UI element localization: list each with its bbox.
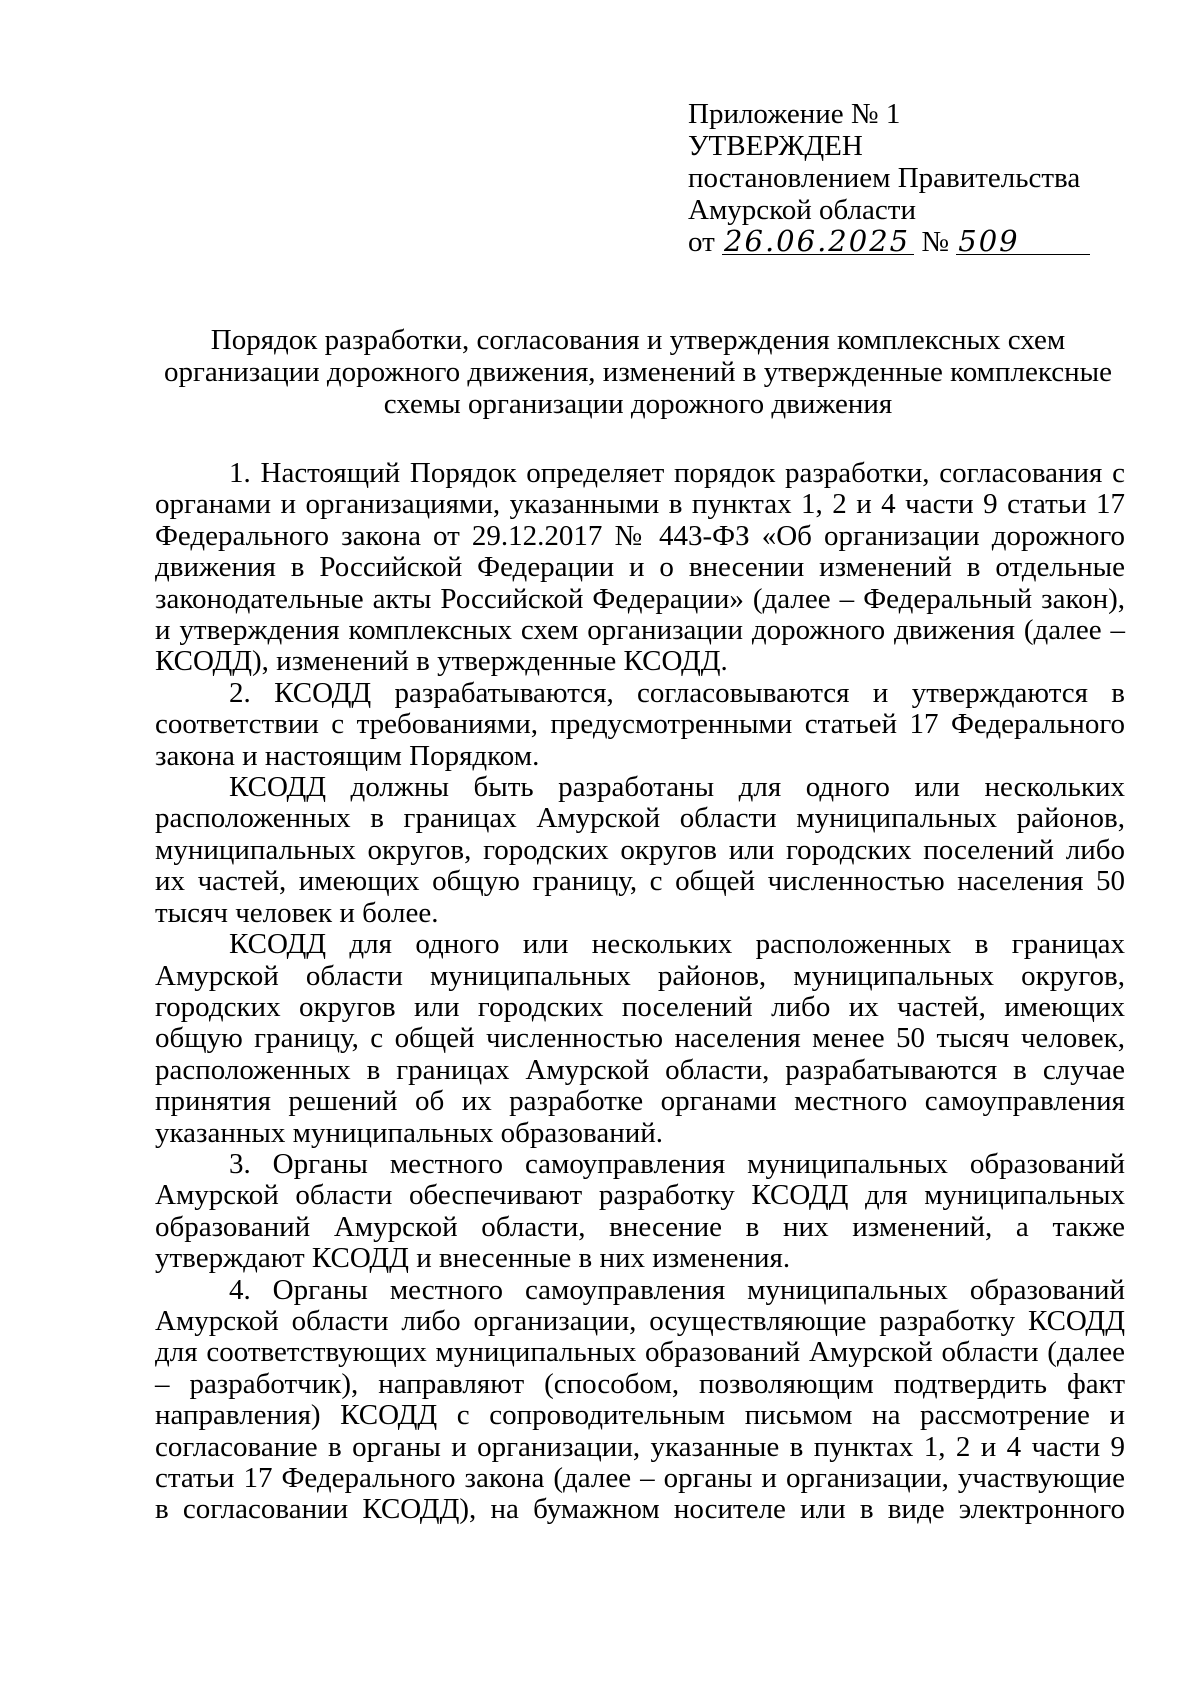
handwritten-date: 26.06.2025 (722, 228, 914, 255)
paragraph-4: КСОДД для одного или нескольких расположенных в границах Амурской области муниципальных районов, муниципальных округов, городских округов или городских поселений либо их частей, имеющих общую границу, с общей численностью населения менее 50 тысяч человек, расположенных в границах Амурской области, разрабатываются в случае принятия решений об их разработке органами местного самоуправления указанных муниципальных образований. (155, 928, 1125, 1149)
approval-stamp-block (688, 98, 1108, 258)
paragraph-6: 4. Органы местного самоуправления муниципальных образований Амурской области либо организации, осуществляющие разработку КСОДД для соответствующих муниципальных образований Амурской области (далее – разработчик), направляют (способом, позволяющим подтвердить факт направления) КСОДД с сопроводительным письмом на рассмотрение и согласование в органы и организации, указанные в пунктах 1, 2 и 4 части 9 статьи 17 Федерального закона (далее – органы и организации, участвующие в согласовании КСОДД), на бумажном носителе или в виде электронного (155, 1273, 1125, 1526)
handwritten-number: 509 (956, 228, 1090, 255)
number-prefix: № (921, 226, 950, 258)
resolution-date-line (688, 226, 1108, 258)
appendix-label: Приложение № 1 (688, 98, 901, 130)
paragraph-5: 3. Органы местного самоуправления муниципальных образований Амурской области обеспечивают разработку КСОДД для муниципальных образований Амурской области, внесение в них изменений, а также утверждают КСОДД и внесенные в них изменения. (155, 1147, 1125, 1275)
document-title: Порядок разработки, согласования и утверждения комплексных схем организации дорожного движения, изменений в утвержденные комплексные схемы организации дорожного движения (163, 324, 1113, 420)
approved-label: УТВЕРЖДЕН (688, 130, 863, 162)
paragraph-3: КСОДД должны быть разработаны для одного или нескольких расположенных в границах Амурской области муниципальных районов, муниципальных округов, городских округов или городских поселений либо их частей, имеющих общую границу, с общей численностью населения 50 тысяч человек и более. (155, 771, 1125, 929)
paragraph-1: 1. Настоящий Порядок определяет порядок разработки, согласования с органами и организациями, указанными в пунктах 1, 2 и 4 части 9 статьи 17 Федерального закона от 29.12.2017 № 443-ФЗ «Об организации дорожного движения в Российской Федерации и о внесении изменений в отдельные законодательные акты Российской Федерации» (далее – Федеральный закон), и утверждения комплексных схем организации дорожного движения (далее – КСОДД), изменений в утвержденные КСОДД. (155, 457, 1125, 678)
resolution-label: постановлением Правительства (688, 162, 1081, 194)
document-body (155, 458, 1125, 1526)
date-prefix: от (688, 226, 715, 258)
region-label: Амурской области (688, 194, 916, 226)
paragraph-2: 2. КСОДД разрабатываются, согласовываются и утверждаются в соответствии с требованиями, предусмотренными статьей 17 Федерального закона и настоящим Порядком. (155, 676, 1125, 772)
